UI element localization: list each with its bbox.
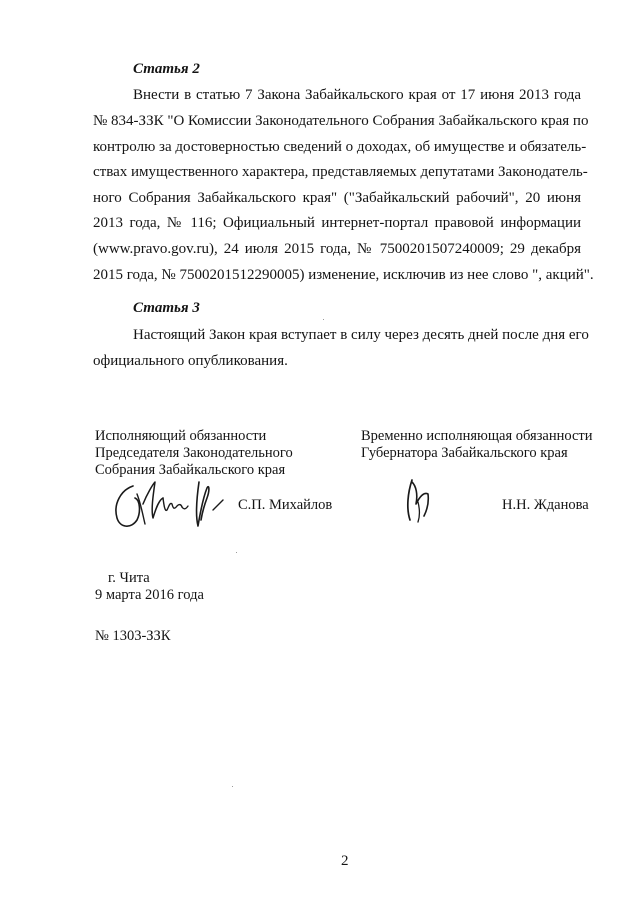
left-handwritten-signature <box>103 474 233 544</box>
date: 9 марта 2016 года <box>95 587 204 603</box>
place: г. Чита <box>108 570 150 586</box>
left-signatory-name: С.П. Михайлов <box>238 497 333 513</box>
left-signatory-title-2: Председателя Законодательного <box>95 445 293 461</box>
scan-speck <box>323 319 324 320</box>
article-2-line-4: ствах имущественного характера, представляемых депутатами Законодатель- <box>93 164 588 180</box>
article-2-line-1: Внести в статью 7 Закона Забайкальского края от 17 июня 2013 года <box>133 87 581 103</box>
article-2-heading: Статья 2 <box>133 61 200 77</box>
article-3-line-1: Настоящий Закон края вступает в силу через десять дней после дня его <box>133 327 589 343</box>
article-2-line-2: № 834-ЗЗК "О Комиссии Законодательного Собрания Забайкальского края по <box>93 113 589 129</box>
right-handwritten-signature <box>398 472 438 532</box>
scan-speck <box>232 786 233 787</box>
article-2-line-6: 2013 года, № 116; Официальный интернет-портал правовой информации <box>93 215 581 231</box>
article-2-line-7: (www.pravo.gov.ru), 24 июля 2015 года, № 7500201507240009; 29 декабря <box>93 241 581 257</box>
right-signatory-name: Н.Н. Жданова <box>502 497 589 513</box>
left-signatory-title-1: Исполняющий обязанности <box>95 428 267 444</box>
right-signatory-title-1: Временно исполняющая обязанности <box>361 428 593 444</box>
article-3-line-2: официального опубликования. <box>93 353 288 369</box>
scan-speck <box>236 552 237 553</box>
law-number: № 1303-ЗЗК <box>95 628 171 644</box>
article-2-line-3: контролю за достоверностью сведений о доходах, об имуществе и обязатель- <box>93 139 587 155</box>
page-number: 2 <box>341 853 349 869</box>
article-3-heading: Статья 3 <box>133 300 200 316</box>
left-signatory-title-3: Собрания Забайкальского края <box>95 462 286 478</box>
right-signatory-title-2: Губернатора Забайкальского края <box>361 445 568 461</box>
article-2-line-8: 2015 года, № 7500201512290005) изменение, исключив из нее слово ", акций". <box>93 267 594 283</box>
article-2-line-5: ного Собрания Забайкальского края" ("Забайкальский рабочий", 20 июня <box>93 190 581 206</box>
